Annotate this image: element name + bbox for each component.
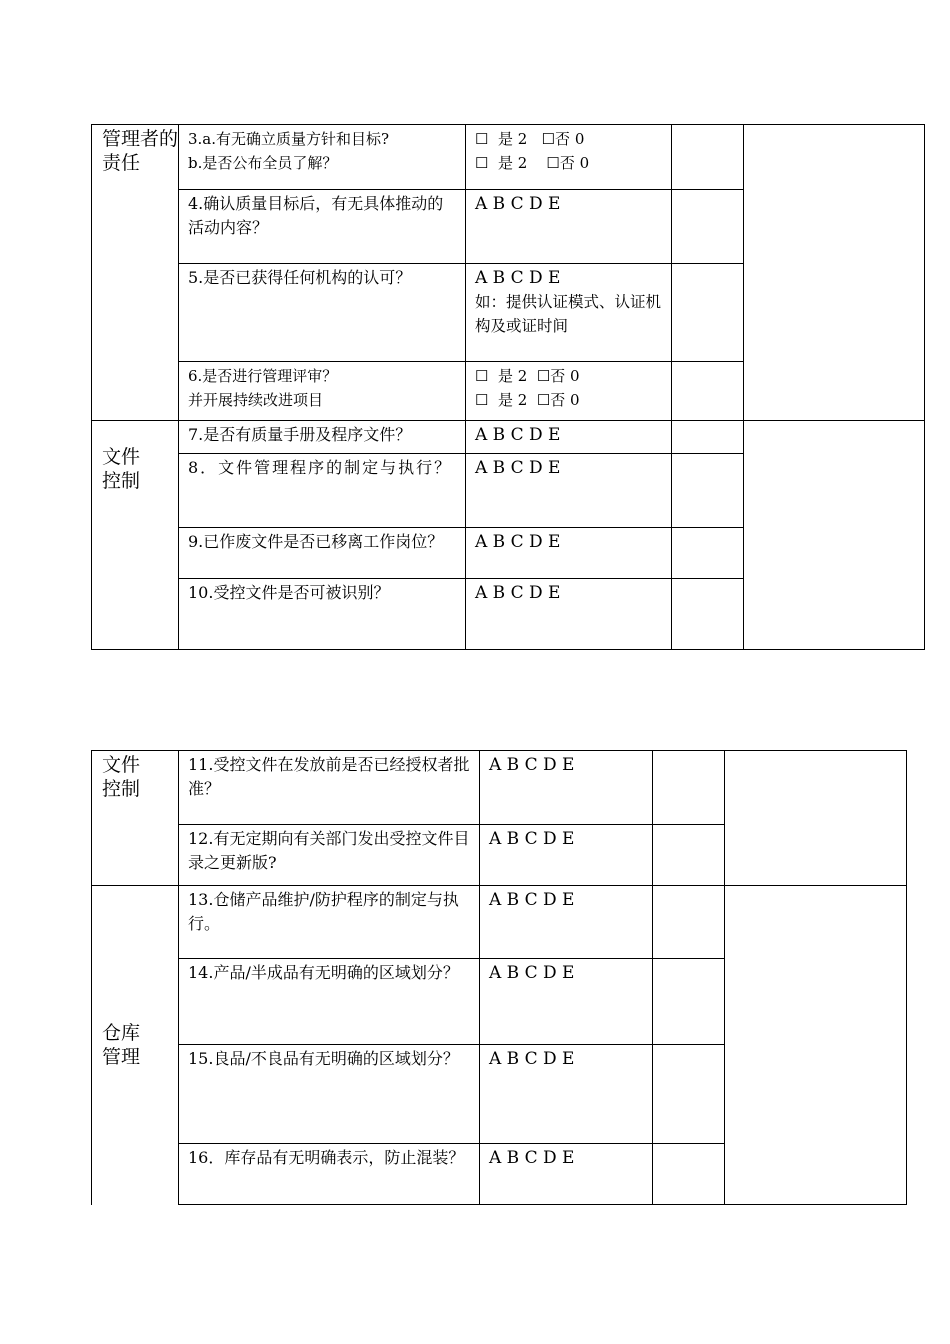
question-text: 12.有无定期向有关部门发出受控文件目录之更新版?	[188, 829, 470, 872]
answer-cell	[466, 454, 672, 528]
question-text: 13.仓储产品维护/防护程序的制定与执行。	[188, 890, 459, 933]
question-cell	[179, 579, 466, 650]
answer-note: 如：提供认证模式、认证机构及或证时间	[475, 293, 662, 335]
score-cell[interactable]	[653, 1144, 725, 1205]
grade-options[interactable]: A B C D E	[475, 425, 561, 445]
grade-options[interactable]: A B C D E	[475, 458, 561, 478]
question-text: 3.a.有无确立质量方针和目标?	[188, 130, 390, 148]
answer-cell	[466, 421, 672, 454]
answer-cell	[480, 886, 653, 959]
score-cell[interactable]	[672, 264, 744, 362]
score-cell[interactable]	[672, 190, 744, 264]
category-label: 管理者的责任	[102, 128, 179, 174]
question-cell	[179, 421, 466, 454]
grade-options[interactable]: A B C D E	[475, 583, 561, 603]
grade-options[interactable]: A B C D E	[489, 755, 575, 775]
question-text: 8．文件管理程序的制定与执行？	[188, 458, 453, 477]
category-label: 文件控制	[102, 754, 141, 800]
question-text: 15.良品/不良品有无明确的区域划分？	[188, 1049, 459, 1068]
score-cell[interactable]	[653, 886, 725, 959]
answer-cell	[466, 190, 672, 264]
answer-cell	[480, 1045, 653, 1144]
grade-options[interactable]: A B C D E	[489, 1148, 575, 1168]
question-text: 14.产品/半成品有无明确的区域划分？	[188, 963, 459, 982]
yes-no-option[interactable]: ☐ 是 2 ☐否 0	[475, 391, 580, 409]
grade-options[interactable]: A B C D E	[475, 194, 561, 214]
question-text: 11.受控文件在发放前是否已经授权者批准？	[188, 755, 470, 798]
question-cell	[179, 190, 466, 264]
answer-cell	[480, 959, 653, 1045]
score-cell[interactable]	[672, 528, 744, 579]
question-cell	[179, 825, 480, 886]
question-text: 16．库存品有无明确表示，防止混装？	[188, 1148, 465, 1167]
remarks-cell[interactable]	[725, 751, 907, 886]
question-cell	[179, 751, 480, 825]
category-cell	[92, 886, 179, 1205]
question-text: b.是否公布全员了解？	[188, 154, 338, 172]
score-cell[interactable]	[653, 825, 725, 886]
remarks-cell[interactable]	[744, 421, 925, 650]
grade-options[interactable]: A B C D E	[489, 829, 575, 849]
answer-cell	[466, 528, 672, 579]
question-cell	[179, 1144, 480, 1205]
grade-options[interactable]: A B C D E	[475, 268, 561, 288]
answer-cell	[466, 125, 672, 190]
score-cell[interactable]	[653, 959, 725, 1045]
question-text: 4.确认质量目标后，有无具体推动的活动内容？	[188, 194, 444, 237]
question-cell	[179, 959, 480, 1045]
audit-table-2	[91, 750, 907, 1205]
question-text: 10.受控文件是否可被识别？	[188, 583, 390, 602]
answer-cell	[480, 751, 653, 825]
score-cell[interactable]	[672, 362, 744, 421]
remarks-cell[interactable]	[744, 125, 925, 421]
question-cell	[179, 454, 466, 528]
answer-cell	[466, 264, 672, 362]
audit-table-1	[91, 124, 925, 650]
question-cell	[179, 528, 466, 579]
question-text: 并开展持续改进项目	[188, 391, 324, 409]
question-cell	[179, 1045, 480, 1144]
grade-options[interactable]: A B C D E	[475, 532, 561, 552]
question-text: 7.是否有质量手册及程序文件？	[188, 425, 412, 444]
grade-options[interactable]: A B C D E	[489, 963, 575, 983]
category-cell	[92, 125, 179, 421]
answer-cell	[480, 825, 653, 886]
answer-cell	[466, 579, 672, 650]
category-label: 仓库管理	[102, 1022, 141, 1069]
question-cell	[179, 886, 480, 959]
score-cell[interactable]	[653, 751, 725, 825]
yes-no-option[interactable]: ☐ 是 2 ☐否 0	[475, 154, 590, 172]
grade-options[interactable]: A B C D E	[489, 890, 575, 910]
yes-no-option[interactable]: ☐ 是 2 ☐否 0	[475, 130, 585, 148]
answer-cell	[480, 1144, 653, 1205]
score-cell[interactable]	[672, 454, 744, 528]
question-cell	[179, 362, 466, 421]
question-text: 9.已作废文件是否已移离工作岗位？	[188, 532, 444, 551]
score-cell[interactable]	[653, 1045, 725, 1144]
category-cell	[92, 421, 179, 650]
score-cell[interactable]	[672, 579, 744, 650]
question-cell	[179, 264, 466, 362]
category-cell	[92, 751, 179, 886]
remarks-cell[interactable]	[725, 886, 907, 1205]
question-cell	[179, 125, 466, 190]
grade-options[interactable]: A B C D E	[489, 1049, 575, 1069]
yes-no-option[interactable]: ☐ 是 2 ☐否 0	[475, 367, 580, 385]
score-cell[interactable]	[672, 421, 744, 454]
answer-cell	[466, 362, 672, 421]
score-cell[interactable]	[672, 125, 744, 190]
category-label: 文件控制	[102, 446, 141, 492]
question-text: 6.是否进行管理评审？	[188, 367, 338, 385]
question-text: 5.是否已获得任何机构的认可？	[188, 268, 412, 287]
